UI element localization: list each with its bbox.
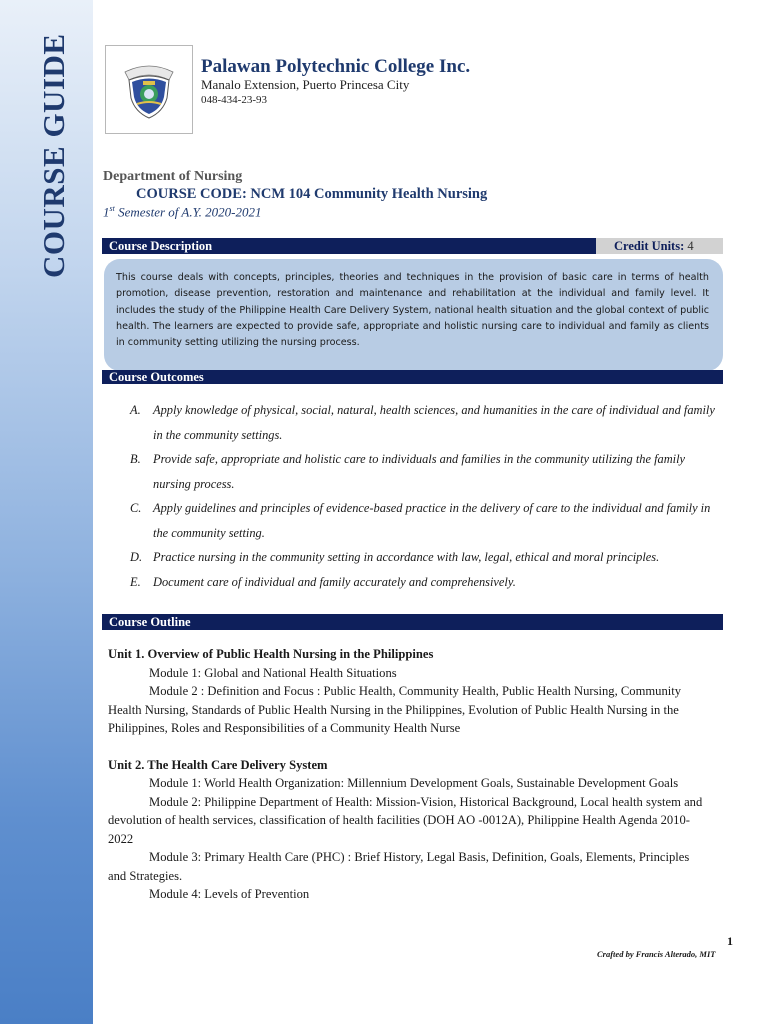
outcome-letter: C. [130,501,142,515]
outcome-text: Apply guidelines and principles of evidence-based practice in the delivery of care to the individual and family in the community setting. [153,501,711,540]
course-description-text: This course deals with concepts, principles, theories and techniques in the provision of basic care in terms of health promotion, disease prevention, restoration and maintenance and rehabilitation at the individual and family level. It includes the study of the Philippine Health Care Delivery System, national health situation and the global context of public health. The learners are expected to provide safe, appropriate and holistic nursing care to individual and family as clients in community setting utilizing the nursing process. [104,259,723,371]
college-address: Manalo Extension, Puerto Princesa City [201,77,410,92]
outcome-item [130,570,715,595]
sidebar-title: COURSE GUIDE [36,33,71,278]
module-item: Module 2: Philippine Department of Health: Mission-Vision, Historical Background, Local health system and devolution of health services, classification of health facilities (DOH AO -0012A), Philippine Health Agenda 2010-2022 [108,794,703,846]
crafted-by: Crafted by Francis Alterado, MIT [597,949,716,959]
module-item: Module 3: Primary Health Care (PHC) : Brief History, Legal Basis, Definition, Goals, Elements, Principles and Strategies. [108,850,690,883]
outcome-text: Document care of individual and family accurately and comprehensively. [153,574,516,589]
credit-units [596,238,723,254]
outcome-letter: E. [130,574,141,589]
module-item: Module 2 : Definition and Focus : Public Health, Community Health, Public Health Nursing, Community Health Nursing, Standards of Public Health Nursing in the Philippines, Evolution of Public Health Nursing in the Philippines, Roles and Responsibilities of a Community Health Nurse [108,684,682,735]
outcome-item [130,398,715,447]
outcome-item [130,545,715,570]
credit-units-value: 4 [687,239,694,253]
outcome-item [130,496,715,545]
outcome-letter: A. [130,403,141,417]
college-phone: 048-434-23-93 [201,94,267,106]
sidebar [0,0,93,1024]
module-item: Module 1: World Health Organization: Millennium Development Goals, Sustainable Development Goals [149,776,679,790]
college-logo [105,45,193,134]
course-description-heading: Course Description [102,238,596,254]
outcome-item [130,447,715,496]
page-number: 1 [727,934,733,948]
course-code: COURSE CODE: NCM 104 Community Health Nursing [136,186,488,202]
college-name: Palawan Polytechnic College Inc. [201,56,471,77]
course-outline-heading: Course Outline [102,614,723,630]
module-item: Module 1: Global and National Health Situations [149,665,397,680]
module-item: Module 4: Levels of Prevention [149,887,310,901]
course-outcomes-list [130,398,715,594]
semester-suffix: st [109,204,115,213]
college-seal-icon [117,58,181,122]
outcome-text: Practice nursing in the community setting in accordance with law, legal, ethical and moral principles. [153,550,660,564]
outcome-letter: B. [130,452,141,466]
unit-title: Unit 1. Overview of Public Health Nursing in the Philippines [108,647,434,661]
semester-text: Semester of A.Y. 2020-2021 [114,204,262,220]
outcome-letter: D. [130,550,143,564]
outcome-text: Apply knowledge of physical, social, natural, health sciences, and humanities in the care of individual and family in the community settings. [153,403,715,442]
department-name: Department of Nursing [103,169,243,184]
semester [103,204,261,220]
outcome-text: Provide safe, appropriate and holistic care to individuals and families in the community utilizing the family nursing process. [153,452,686,491]
semester-number: 1 [103,204,110,220]
credit-units-label: Credit Units: [614,239,685,253]
course-outcomes-heading: Course Outcomes [102,370,723,384]
course-outline [108,645,708,904]
unit-title: Unit 2. The Health Care Delivery System [108,757,328,772]
